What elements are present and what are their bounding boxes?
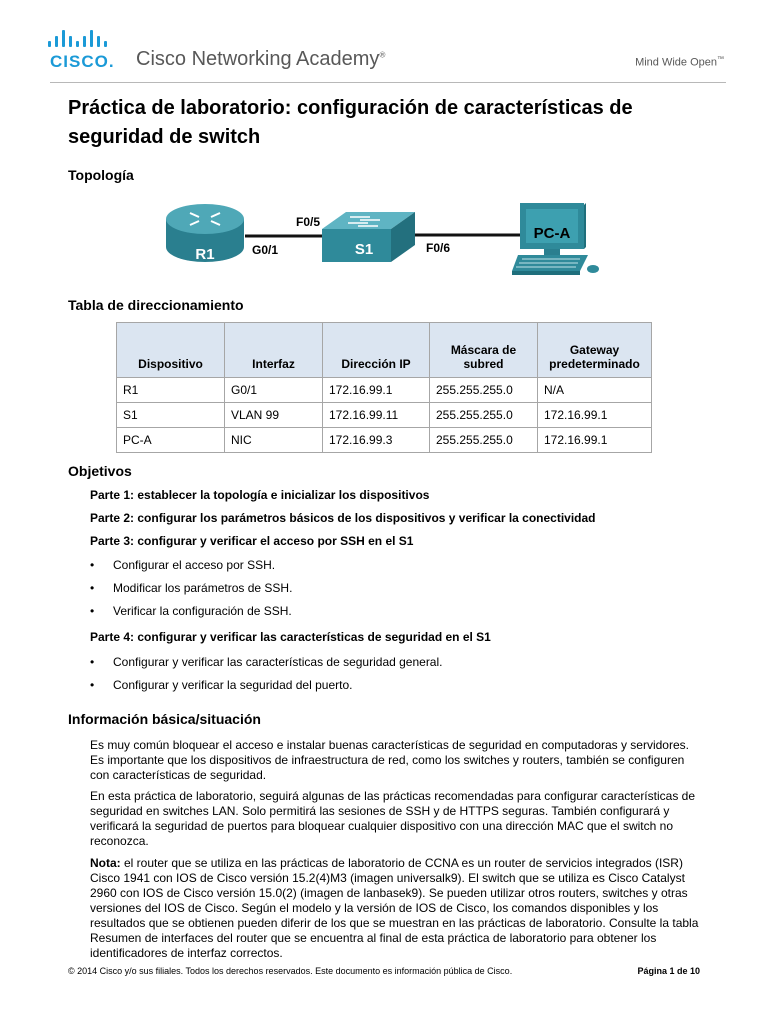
table-cell: 172.16.99.1 — [323, 378, 430, 403]
table-row — [117, 378, 652, 403]
bullet-icon: • — [90, 581, 95, 595]
page-header — [0, 0, 768, 90]
footer-page-number: Página 1 de 10 — [637, 966, 700, 976]
page-footer — [68, 966, 700, 976]
background-paragraph-1: Es muy común bloquear el acceso e instalar buenas características de seguridad en computadoras y servidores. Es importante que los dispositivos de infraestructura de red, como los switches y routers, también se configuren con características de seguridad. — [90, 738, 689, 782]
cisco-logo-word: CISCO. — [50, 52, 115, 71]
port-label-r1-g0-1: G0/1 — [252, 243, 279, 257]
pc-label: PC-A — [533, 225, 571, 242]
background-paragraph-2: En esta práctica de laboratorio, seguirá algunas de las prácticas recomendadas para configurar características de seguridad en switches LAN. Solo permitirá las sesiones de SSH y de HTTPS seguras. También configurará y verificará la seguridad de puertos para bloquear cualquier dispositivo con una dirección MAC que el switch no reconozca. — [90, 789, 695, 848]
list-item — [90, 678, 352, 692]
port-label-s1-f0-6: F0/6 — [426, 241, 451, 255]
list-item — [90, 581, 292, 595]
table-cell: G0/1 — [225, 378, 323, 403]
section-heading-objectives: Objetivos — [68, 463, 132, 479]
table-cell: 172.16.99.1 — [538, 403, 652, 428]
tagline — [635, 56, 724, 69]
list-item-text: Verificar la configuración de SSH. — [113, 604, 292, 618]
table-cell: PC-A — [117, 428, 225, 453]
table-cell: 255.255.255.0 — [430, 403, 538, 428]
table-cell: VLAN 99 — [225, 403, 323, 428]
section-heading-background: Información básica/situación — [68, 711, 261, 727]
column-header: Dispositivo — [117, 323, 225, 378]
note-label: Nota: — [90, 856, 121, 870]
footer-copyright: © 2014 Cisco y/o sus filiales. Todos los derechos reservados. Este documento es información pública de Cisco. — [68, 966, 513, 976]
table-row — [117, 403, 652, 428]
column-header: Dirección IP — [323, 323, 430, 378]
bullet-icon: • — [90, 558, 95, 572]
list-item-text: Configurar y verificar las características de seguridad general. — [113, 655, 443, 669]
table-cell: S1 — [117, 403, 225, 428]
table-cell: 172.16.99.1 — [538, 428, 652, 453]
trademark-mark: ™ — [717, 56, 724, 63]
table-row — [117, 428, 652, 453]
objective-part-2: Parte 2: configurar los parámetros básicos de los dispositivos y verificar la conectividad — [90, 511, 596, 525]
column-header: Interfaz — [225, 323, 323, 378]
section-heading-addressing: Tabla de direccionamiento — [68, 297, 244, 313]
router-label: R1 — [195, 246, 215, 263]
cisco-logo-bars-icon — [48, 30, 116, 50]
port-label-s1-f0-5: F0/5 — [296, 215, 321, 229]
objective-part-1: Parte 1: establecer la topología e inicializar los dispositivos — [90, 488, 430, 502]
list-item-text: Modificar los parámetros de SSH. — [113, 581, 293, 595]
note-text: el router que se utiliza en las prácticas de laboratorio de CCNA es un router de servicios integrados (ISR) Cisco 1941 con IOS de Cisco versión 15.2(4)M3 (imagen universalk9). El switch que se utiliza es Cisco Catalyst 2960 con IOS de Cisco versión 15.0(2) (imagen de lanbasek9). Se pueden utilizar otros routers, switches y otras versiones del IOS de Cisco. Según el modelo y la versión de IOS de Cisco, los comandos disponibles y los resultados que se obtienen pueden diferir de los que se muestran en las prácticas de laboratorio. Consulte la tabla Resumen de interfaces del router que se encuentra al final de esta práctica de laboratorio para obtener los identificadores de interfaz correctos. — [90, 856, 699, 960]
bullet-icon: • — [90, 604, 95, 618]
bullet-icon: • — [90, 678, 95, 692]
table-header-row — [117, 323, 652, 378]
tagline-text: Mind Wide Open — [635, 56, 717, 69]
switch-label: S1 — [354, 241, 374, 258]
list-item — [90, 558, 275, 572]
table-cell: 172.16.99.11 — [323, 403, 430, 428]
addressing-table — [116, 322, 652, 453]
table-cell: 172.16.99.3 — [323, 428, 430, 453]
column-header: Máscara de subred — [430, 323, 538, 378]
list-item-text: Configurar y verificar la seguridad del puerto. — [113, 678, 353, 692]
objective-part-4: Parte 4: configurar y verificar las características de seguridad en el S1 — [90, 630, 491, 644]
column-header: Gateway predeterminado — [538, 323, 652, 378]
list-item — [90, 604, 292, 618]
page-title: Práctica de laboratorio: configuración de características de seguridad de switch — [68, 97, 633, 148]
header-divider — [50, 82, 726, 83]
topology-diagram — [0, 195, 768, 285]
registered-mark: ® — [379, 50, 386, 60]
list-item-text: Configurar el acceso por SSH. — [113, 558, 276, 572]
table-cell: N/A — [538, 378, 652, 403]
section-heading-topology: Topología — [68, 167, 134, 183]
objective-part-3: Parte 3: configurar y verificar el acceso por SSH en el S1 — [90, 534, 414, 548]
background-note — [90, 856, 700, 961]
table-cell: NIC — [225, 428, 323, 453]
table-cell: R1 — [117, 378, 225, 403]
table-cell: 255.255.255.0 — [430, 378, 538, 403]
academy-name-text: Cisco Networking Academy — [136, 48, 380, 70]
academy-name — [136, 48, 385, 71]
bullet-icon: • — [90, 655, 95, 669]
list-item — [90, 655, 442, 669]
table-cell: 255.255.255.0 — [430, 428, 538, 453]
